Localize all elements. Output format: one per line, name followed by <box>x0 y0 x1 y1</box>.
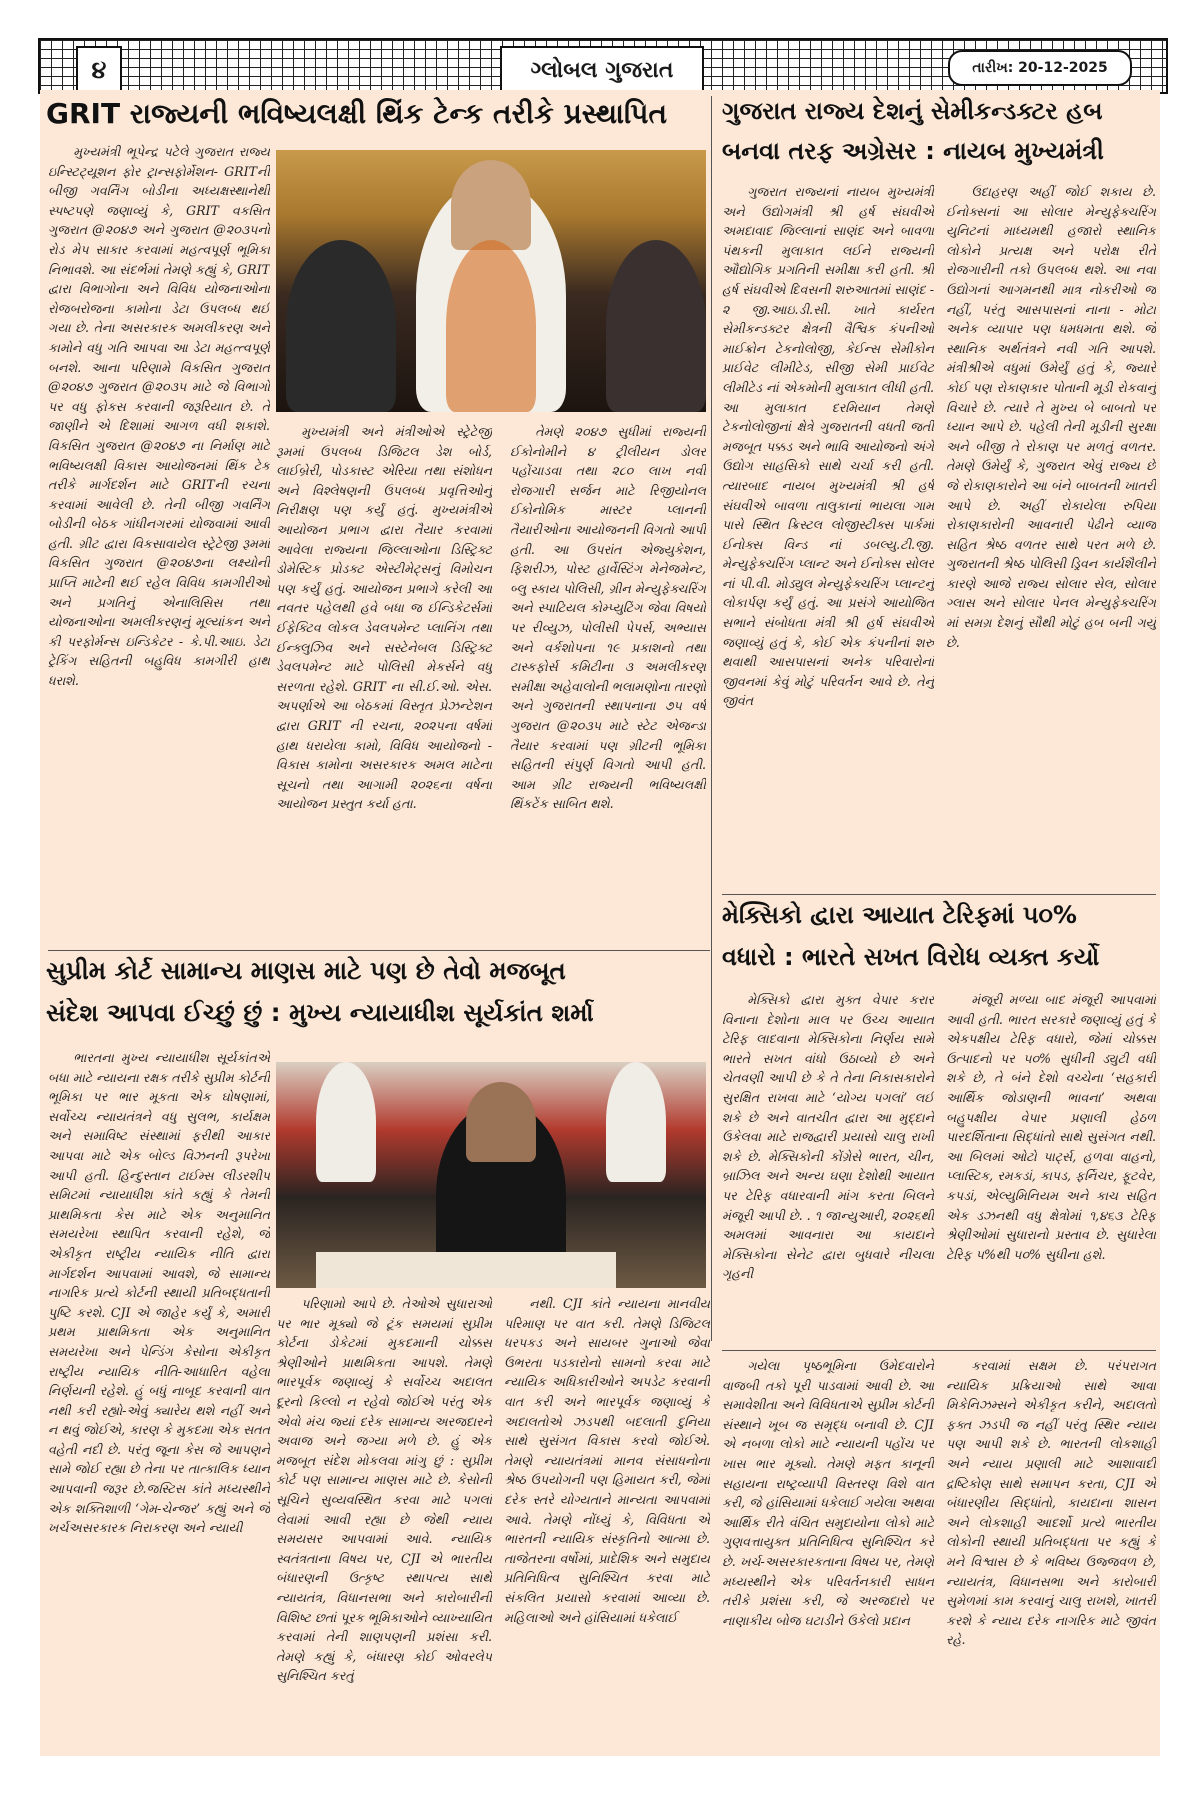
photo-chief-justice-head <box>466 1082 536 1162</box>
supreme-court-column-1 <box>48 1048 270 1752</box>
semiconductor-headline-line-1: ગુજરાત રાજ્ય દેશનું સેમીકન્ડક્ટર હબ <box>722 97 1103 125</box>
grit-column-2 <box>276 422 492 944</box>
semiconductor-headline-line-2: બનવા તરફ અગ્રેસર : નાયબ મુખ્યમંત્રી <box>722 137 1104 165</box>
column-divider <box>711 96 712 1341</box>
supreme-court-paragraph: ભારતના મુખ્ય ન્યાયાધીશ સૂર્યકાંતએ બધા માટે ન્યાયના રક્ષક તરીકે સુપ્રીમ કોર્ટની ભૂમિકા પર ભાર મૂકતા એક ઘોષણામાં, સર્વોચ્ચ ન્યાયતંત્રને વધુ સુલભ, કાર્યક્ષમ અને સમાવિષ્ટ સંસ્થામાં ફરીથી આકાર આપવા માટે એક બોલ્ડ વિઝનની રૂપરેખા આપી હતી. હિન્દુસ્તાન ટાઈમ્સ લીડરશીપ સમિટમાં ન્યાયાધીશ કાંતે કહ્યું કે તેમની પ્રાથમિકતા કેસ માટે એક અનુમાનિત સમયરેખા સ્થાપિત કરવાની રહેશે, જે એકીકૃત રાષ્ટ્રીય ન્યાયિક નીતિ દ્વારા માર્ગદર્શન આપવામાં આવશે, જે સામાન્ય નાગરિક પ્રત્યે કોર્ટની સ્થાયી પ્રતિબદ્ધતાની પુષ્ટિ કરશે. CJI એ જાહેર કર્યું કે, અમારી પ્રથમ પ્રાથમિકતા એક અનુમાનિત સમયરેખા અને પેન્ડિંગ કેસોના એકીકૃત રાષ્ટ્રીય ન્યાયિક નીતિ-આધારિત વહેલા નિર્ણયની રહેશે. હું બધું નાબૂદ કરવાની વાત નથી કરી રહ્યો-એવું ક્યારેય થશે નહીં અને ન થવું જોઈએ, કારણ કે મુકદમા એક સતત વહેતી નદી છે. પરંતુ જૂના કેસ જે આપણને સામે જોઈ રહ્યા છે તેના પર તાત્કાલિક ધ્યાન આપવાની જરૂર છે.જસ્ટિસ કાંતે મધ્યસ્થીને એક શક્તિશાળી ‘ગેમ-ચેન્જર’ કહ્યું અને જે ખર્ચઅસરકારક નિરાકરણ અને ન્યાયી <box>48 1050 270 1536</box>
photo-desk-paper <box>316 1252 616 1288</box>
photo-person-head <box>451 160 531 250</box>
grit-column-1 <box>48 142 270 944</box>
photo-scarf <box>446 240 536 412</box>
section-divider <box>722 1350 1156 1351</box>
photo-person-left <box>286 240 396 412</box>
grit-photo <box>276 150 706 412</box>
semiconductor-column-1 <box>722 182 934 888</box>
page-number: ૪ <box>76 46 122 92</box>
supreme-court-headline-line-2: સંદેશ આપવા ઈચ્છું છું : મુખ્ય ન્યાયાધીશ સૂર્યકાંત શર્મા <box>46 998 594 1027</box>
grit-paragraph: મુખ્યમંત્રી ભૂપેન્દ્ર પટેલે ગુજરાત રાજ્ય ઇન્સ્ટિટ્યૂશન ફોર ટ્રાન્સફોર્મેશન- GRITની બીજી ગવર્નિંગ બોડીના અધ્યક્ષસ્થાનેથી સ્પષ્ટપણે જણાવ્યું કે, GRIT વકસિત ગુજરાત @૨૦૪૭ અને ગુજરાત @૨૦૩૫નો રોડ મેપ સાકાર કરવામાં મહત્વપૂર્ણ ભૂમિકા નિભાવશે. આ સંદર્ભમાં તેમણે કહ્યું કે, GRIT દ્વારા વિભાગોના અને વિવિધ યોજનાઓના રોજબરોજના કામોના ડેટા ઉપલબ્ધ થઈ ગયા છે. તેના અસરકારક અમલીકરણ અને કામોને વધુ ગતિ આપવા આ ડેટા મહત્ત્વપૂર્ણ બનશે. આના પરિણામે વિકસિત ગુજરાત @૨૦૪૭ ગુજરાત @૨૦૩૫ માટે જે વિભાગો પર વધુ ફોકસ કરવાની જરૂરિયાત છે. તે જાણીને એ દિશામાં આગળ વધી શકાશે. વિકસિત ગુજરાત @૨૦૪૭ ના નિર્માણ માટે ભવિષ્યલક્ષી વિકાસ આયોજનમાં થિંક ટેક તરીકે માર્ગદર્શન માટે GRITની રચના કરવામાં આવેલી છે. તેની બીજી ગવર્નિંગ બોડીની બેઠક ગાંધીનગરમાં યોજવામાં આવી હતી. ગ્રીટ દ્વારા વિકસાવાયેલ સ્ટ્રેટેજી રૂમમાં વિકસિત ગુજરાત @૨૦૪૭ના લક્ષ્યોની પ્રાપ્તિ માટેની થઈ રહેલ વિવિધ કામગીરીઓ અને પ્રગતિનું એનાલિસિસ તથા યોજનાઓના અમલીકરણનું મૂલ્યાંકન અને કી પરફોર્મન્સ ઇન્ડિકેટર - કે.પી.આઇ. ડેટા ટ્રેકિંગ સહિતની બહુવિધ કામગીરી હાથ ધરાશે. <box>48 144 270 689</box>
mexico-column-2 <box>946 990 1156 1344</box>
masthead-title: ગ્લોબલ ગુજરાત <box>500 46 704 92</box>
issue-date: તારીખ: 20-12-2025 <box>948 50 1132 86</box>
mexico-paragraph: મંજૂરી મળ્યા બાદ મંજૂરી આપવામાં આવી હતી. ભારત સરકારે જણાવ્યું હતું કે એકપક્ષીય ટેરિફ વધારો, જેમાં ચોક્કસ ઉત્પાદનો પર ૫૦% સુધીની ડ્યુટી વધી શકે છે, તે બંને દેશો વચ્ચેના ‘સહકારી આર્થિક જોડાણની ભાવના’ અથવા બહુપક્ષીય વેપાર પ્રણાલી હેઠળ પારદર્શિતાના સિદ્ધાંતો સાથે સુસંગત નથી. આ બિલમાં ઓટો પાર્ટ્સ, હળવા વાહનો, પ્લાસ્ટિક, રમકડાં, કાપડ, ફર્નિચર, ફૂટવેર, કપડાં, એલ્યુમિનિયમ અને કાચ સહિત એક ડઝનથી વધુ ક્ષેત્રોમાં ૧,૪૬૩ ટેરિફ શ્રેણીઓમાં સુધારાનો પ્રસ્તાવ છે. સુધારેલા ટેરિફ ૫%થી ૫૦% સુધીના હશે. <box>946 992 1156 1262</box>
grit-paragraph: તેમણે ૨૦૪૭ સુધીમાં રાજ્યની ઈકોનોમીને ૪ ટ્રીલીયન ડોલર પહોંચાડવા તથા ૨૮૦ લાખ નવી રોજગારી સર્જન માટે રિજીયોનલ ઈકોનોમિક માસ્ટર પ્લાનની તૈયારીઓના આયોજનની વિગતો આપી હતી. આ ઉપરાંત એજ્યુકેશન, ફિશરીઝ, પોસ્ટ હાર્વેસ્ટિંગ મેનેજમેન્ટ, બ્લુ સ્કાય પોલિસી, ગ્રીન મેન્યુફેક્ચરિંગ અને સ્પાટિયલ કોમ્પ્યુટિંગ જેવા વિષયો પર રીવ્યુઝ, પોલીસી પેપર્સ, અભ્યાસ અને વર્કશોપના ૧૯ પ્રકાશનો તથા ટાસ્કફોર્સ કમિટીના ૩ અમલીકરણ સમીક્ષા અહેવાલોની ભલામણોના તારણો અને ગુજરાતની સ્થાપનાના ૭૫ વર્ષ ગુજરાત @૨૦૩૫ માટે સ્ટેટ એજન્ડા તૈયાર કરવામાં પણ ગ્રીટની ભૂમિકા સહિતની સંપુર્ણ વિગતો આપી હતી. આમ ગ્રીટ રાજ્યની ભવિષ્યલક્ષી થિંકટેંક સાબિત થશે. <box>510 424 706 812</box>
supreme-court-headline-line-1: સુપ્રીમ કોર્ટ સામાન્ય માણસ માટે પણ છે તેવો મજબૂત <box>46 956 566 985</box>
semiconductor-paragraph: ગુજરાત રાજ્યનાં નાયબ મુખ્યમંત્રી અને ઉદ્યોગમંત્રી શ્રી હર્ષ સંઘવીએ અમદાવાદ જિલ્લાનાં સાણંદ અને બાવળા પંથકની મુલાકાત લઈને રાજ્યની ઔદ્યોગિક પ્રગતિની સમીક્ષા કરી હતી. શ્રી હર્ષ સંઘવીએ દિવસની શરુઆતમાં સાણંદ - ૨ જી.આઇ.ડી.સી. ખાતે કાર્યરત સેમીકન્ડક્ટર ક્ષેત્રની વૈશ્વિક કંપનીઓ માઈક્રોન ટેકનોલોજી, કેઈન્સ સેમીકોન પ્રાઈવેટ લીમીટેડ, સીજી સેમી પ્રાઈવેટ લીમીટેડ નાં એકમોની મુલાકાત લીધી હતી. આ મુલાકાત દરમિયાન તેમણે ટેકનોલોજીનાં ક્ષેત્રે ગુજરાતની વધતી જતી મજબૂત પક્કડ અને ભાવિ આયોજનો અંગે ઉદ્યોગ સાહસિકો સાથે ચર્ચા કરી હતી. ત્યારબાદ નાયબ મુખ્યમંત્રી શ્રી હર્ષ સંઘવીએ બાવળા તાલુકાનાં ભાયલા ગામ પાસે સ્થિત ક્રિસ્ટલ લોજીસ્ટીક્સ પાર્કમાં ઈનોક્સ વિન્ડ નાં ડબલ્યુ.ટી.જી. મેન્યુફેક્ચરિંગ પ્લાન્ટ અને ઈનોક્સ સોલર નાં પી.વી. મોડ્યુલ મેન્યુફેક્ચરિંગ પ્લાન્ટનું લોકાર્પણ કર્યું હતું. આ પ્રસંગે આયોજિત સભાને સંબોધતા મંત્રી શ્રી હર્ષ સંઘવીએ જણાવ્યું હતું કે, કોઈ એક કંપનીનાં શરુ થવાથી આસપાસનાં અનેક પરિવારોનાં જીવનમાં કેવું મોટું પરિવર્તન આવે છે. તેનું જીવંત <box>722 184 934 709</box>
mexico-column-1 <box>722 990 934 1344</box>
photo-person-right <box>606 240 706 412</box>
section-divider <box>722 894 1156 895</box>
mexico-headline-line-1: મેક્સિકો દ્વારા આયાત ટેરિફમાં ૫૦% <box>722 901 1077 929</box>
supreme-court-paragraph: પરિણામો આપે છે. તેઓએ સુધારાઓ પર ભાર મૂક્યો જે ટૂંક સમયમાં સુપ્રીમ કોર્ટના ડોકેટમાં મુકદમાની ચોક્કસ શ્રેણીઓને પ્રાથમિકતા આપશે. તેમણે ભારપૂર્વક જણાવ્યું કે સર્વોચ્ચ અદાલત દૂરનો કિલ્લો ન રહેવો જોઈએ પરંતુ એક એવો મંચ જ્યાં દરેક સામાન્ય અરજદારને અવાજ અને જગ્યા મળે છે. હું એક મજબૂત સંદેશ મોકલવા માંગુ છું : સુપ્રીમ કોર્ટ પણ સામાન્ય માણસ માટે છે. કેસોની સૂચિને સુવ્યવસ્થિત કરવા માટે પગલાં લેવામાં આવી રહ્યા છે જેથી ન્યાય સમયસર આપવામાં આવે. ન્યાયિક સ્વતંત્રતાના વિષય પર, CJI એ ભારતીય બંધારણની ઉત્કૃષ્ટ સ્થાપત્ય સાથે ન્યાયતંત્ર, વિધાનસભા અને કારોબારીની વિશિષ્ટ છતાં પૂરક ભૂમિકાઓને વ્યાખ્યાયિત કરવામાં તેની શાણપણની પ્રશંસા કરી. તેમણે કહ્યું કે, બંધારણ કોઈ ઓવરલેપ સુનિશ્ચિત કરતું <box>276 1296 492 1684</box>
supreme-court-column-3 <box>504 1294 710 1752</box>
supreme-court-column-2 <box>276 1294 492 1752</box>
supreme-court-column-5 <box>946 1356 1156 1752</box>
semiconductor-column-2 <box>946 182 1156 888</box>
supreme-court-paragraph: કરવામાં સક્ષમ છે. પરંપરાગત ન્યાયિક પ્રક્રિયાઓ સાથે આવા મિકેનિઝમ્સને એકીકૃત કરીને, અદાલતો ફક્ત ઝડપી જ નહીં પરંતુ સ્થિર ન્યાય પણ આપી શકે છે. ભારતની લોકશાહી અને ન્યાય પ્રણાલી માટે આશાવાદી દ્રષ્ટિકોણ સાથે સમાપન કરતા, CJI એ બંધારણીય સિદ્ધાંતો, કાયદાના શાસન અને લોકશાહી આદર્શો પ્રત્યે ભારતીય લોકોની સ્થાયી પ્રતિબદ્ધતા પર કહ્યું કે મને વિશ્વાસ છે કે ભવિષ્ય ઉજ્જવળ છે, ન્યાયતંત્ર, વિધાનસભા અને કારોબારી સુમેળમાં કામ કરવાનું ચાલુ રાખશે, ખાતરી કરશે કે ન્યાય દરેક નાગરિક માટે જીવંત રહે. <box>946 1358 1156 1648</box>
supreme-court-paragraph: ગયેલા પૃષ્ઠભૂમિના ઉમેદવારોને વાજબી તકો પૂરી પાડવામાં આવી છે. આ સમાવેશીતા અને વિવિધતાએ સુપ્રીમ કોર્ટની સંસ્થાને ખૂબ જ સમૃદ્ધ બનાવી છે. CJI એ નબળા લોકો માટે ન્યાયની પહોંચ પર ખાસ ભાર મૂક્યો. તેમણે મફત કાનૂની સહાયના રાષ્ટ્રવ્યાપી વિસ્તરણ વિશે વાત કરી, જે હાંસિયામાં ધકેલાઈ ગયેલા અથવા આર્થિક રીતે વંચિત સમુદાયોના લોકો માટે ગુણવત્તાયુક્ત પ્રતિનિધિત્વ સુનિશ્ચિત કરે છે. ખર્ચ-અસરકારકતાના વિષય પર, તેમણે મધ્યસ્થીને એક પરિવર્તનકારી સાધન તરીકે પ્રશંસા કરી, જે અરજદારો પર નાણાકીય બોજ ઘટાડીને ઉકેલો પ્રદાન <box>722 1358 934 1628</box>
grit-headline: GRIT રાજ્યની ભવિષ્યલક્ષી થિંક ટેન્ક તરીકે પ્રસ્થાપિત <box>46 97 668 130</box>
supreme-court-paragraph: નથી. CJI કાંતે ન્યાયના માનવીય પરિમાણ પર વાત કરી. તેમણે ડિજિટલ ધરપકડ અને સાયબર ગુનાઓ જેવા ઉભરતા પડકારોનો સામનો કરવા માટે ન્યાયિક અધિકારીઓને અપડેટ કરવાની વાત કરી અને ભારપૂર્વક જણાવ્યું કે અદાલતોએ ઝડપથી બદલાતી દુનિયા સાથે સુસંગત વિકાસ કરવો જોઈએ. તેમણે ન્યાયતંત્રમાં માનવ સંસાધનોના શ્રેષ્ઠ ઉપયોગની પણ હિમાયત કરી, જેમાં દરેક સ્તરે યોગ્યતાને માન્યતા આપવામાં આવે. તેમણે નોંધ્યું કે, વિવિધતા એ ભારતની ન્યાયિક સંસ્કૃતિનો આત્મા છે. તાજેતરના વર્ષોમાં, પ્રાદેશિક અને સમુદાય પ્રતિનિધિત્વ સુનિશ્ચિત કરવા માટે સંકલિત પ્રયાસો કરવામાં આવ્યા છે. મહિલાઓ અને હાંસિયામાં ધકેલાઈ <box>504 1296 710 1625</box>
mexico-paragraph: મેક્સિકો દ્વારા મુક્ત વેપાર કરાર વિનાના દેશોના માલ પર ઉચ્ચ આયાત ટેરિફ લાદવાના મેક્સિકોના નિર્ણય સામે ભારતે સખત વાંધો ઉઠાવ્યો છે અને ચેતવણી આપી છે કે તે તેના નિકાસકારોને સુરક્ષિત રાખવા માટે ‘યોગ્ય પગલાં’ લઈ શકે છે અને વાતચીત દ્વારા આ મુદ્દાને ઉકેલવા માટે રાજદ્વારી પ્રયાસો ચાલુ રાખી શકે છે. મેક્સિકોની કોંગ્રેસે ભારત, ચીન, બ્રાઝિલ અને અન્ય ઘણા દેશોથી આયાત પર ટેરિફ વધારવાની માંગ કરતા બિલને મંજૂરી આપી છે. . ૧ જાન્યુઆરી, ૨૦૨૬થી અમલમાં આવનારા આ કાયદાને મેક્સિકોના સેનેટ દ્વારા બુધવારે નીચલા ગૃહની <box>722 992 934 1282</box>
grit-paragraph: મુખ્યમંત્રી અને મંત્રીઓએ સ્ટ્રેટેજી રૂમમાં ઉપલબ્ધ ડિજિટલ ડેશ બોર્ડ, લાઈબ્રેરી, પોડકાસ્ટ એરિયા તથા સંશોધન અને વિશ્લેષણની ઉપલબ્ધ પ્રવૃત્તિઓનું નિરીક્ષણ પણ કર્યું હતું. મુખ્યમંત્રીએ આયોજન પ્રભાગ દ્વારા તૈયાર કરવામાં આવેલા રાજ્યના જિલ્લાઓના ડિસ્ટ્રિક્ટ ડોમેસ્ટિક પ્રોડક્ટ એસ્ટીમેટ્સનું વિમોચન પણ કર્યું હતું. આયોજન પ્રભાગે કરેલી આ નવતર પહેલથી હવે બધા જ ઈન્ડિકેટર્સમાં ઈફેક્ટિવ લોકલ ડેવલપમેન્ટ પ્લાનિંગ તથા ઈન્ક્લુઝિવ અને સસ્ટેનેબલ ડિસ્ટ્રિક્ટ ડેવલપમેન્ટ માટે પોલિસી મેકર્સને વધુ સરળતા રહેશે. GRIT ના સી.ઈ.ઓ. એસ. અપર્ણાએ આ બેઠકમાં વિસ્તૃત પ્રેઝન્ટેશન દ્વારા GRIT ની રચના, ૨૦૨૫ના વર્ષમાં હાથ ધરાયેલા કામો, વિવિધ આયોજનો - વિકાસ કામોના અસરકારક અમલ માટેના સૂચનો તથા આગામી ૨૦૨૬ના વર્ષના આયોજન પ્રસ્તુત કર્યા હતા. <box>276 424 492 812</box>
supreme-court-photo <box>276 1062 706 1288</box>
semiconductor-paragraph: ઉદાહરણ અહીં જોઈ શકાય છે. ઈનોક્સનાં આ સોલાર મેન્યુફેક્ચરિંગ યુનિટનાં માધ્યમથી હજારો સ્થાનિક લોકોને પ્રત્યક્ષ અને પરોક્ષ રીતે રોજગારીની તકો ઉપલબ્ધ થશે. આ નવા ઉદ્યોગનાં આગમનથી માત્ર નોકરીઓ જ નહીં, પરંતુ આસપાસનાં નાના - મોટા અનેક વ્યાપાર પણ ધમધમતા થશે. જે સ્થાનિક અર્થતંત્રને નવી ગતિ આપશે. મંત્રીશ્રીએ વધુમાં ઉમેર્યું હતું કે, જ્યારે કોઈ પણ રોકાણકાર પોતાની મૂડી રોકવાનું વિચારે છે. ત્યારે તે મુખ્ય બે બાબતો પર ધ્યાન આપે છે. પહેલી તેની મૂડીની સુરક્ષા અને બીજી તે રોકાણ પર મળતું વળતર. તેમણે ઉમેર્યું કે, ગુજરાત એવું રાજ્ય છે જે રોકાણકારોને આ બંને બાબતની ખાતરી આપે છે. અહીં રોકાયેલા રુપિયા રોકાણકારોની આવનારી પેઢીને વ્યાજ સહિત શ્રેષ્ઠ વળતર સાથે પરત મળે છે. ગુજરાતની શ્રેષ્ઠ પોલિસી ડ્રિવન કાર્યશૈલીને કારણે આજે રાજ્ય સોલાર સેલ, સોલાર ગ્લાસ અને સોલાર પેનલ મેન્યુફેક્ચરિંગ માં સમગ્ર દેશનું સૌથી મોટું હબ બની ગયું છે. <box>946 184 1156 650</box>
section-divider <box>48 950 710 951</box>
grit-column-3 <box>510 422 706 944</box>
photo-attendant <box>316 1062 376 1182</box>
mexico-headline-line-2: વધારો : ભારતે સખત વિરોધ વ્યક્ત કર્યો <box>722 943 1100 971</box>
photo-attendant <box>606 1062 666 1182</box>
supreme-court-column-4 <box>722 1356 934 1752</box>
